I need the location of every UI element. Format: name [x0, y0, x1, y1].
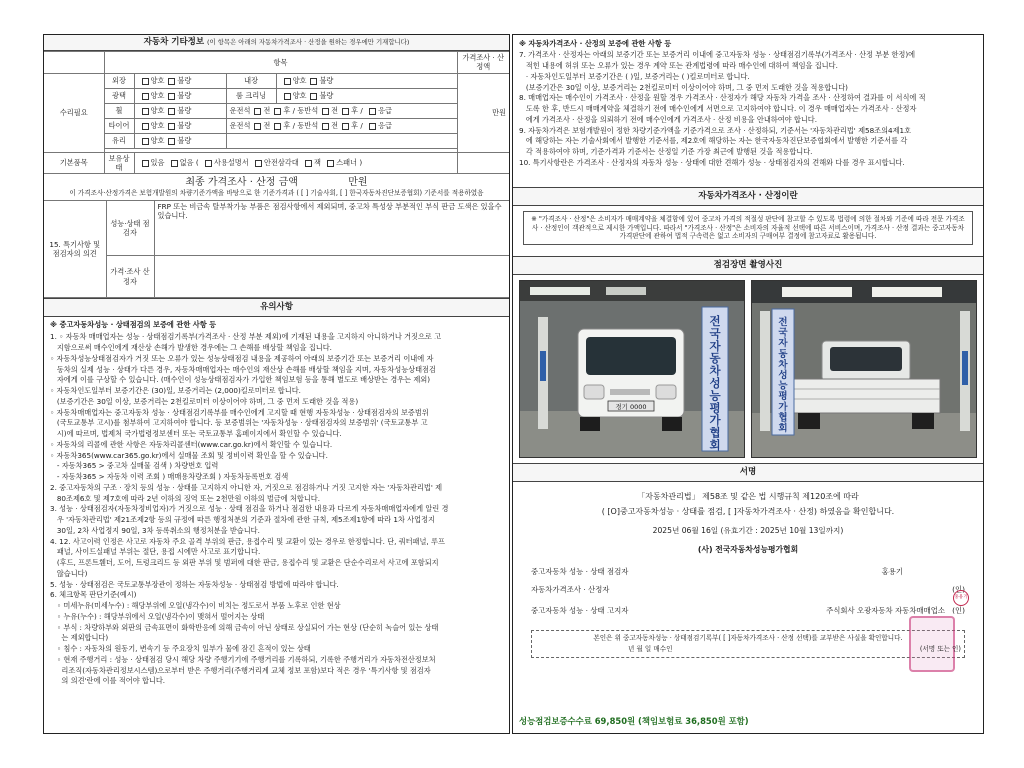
caution-body [44, 317, 509, 690]
etc-info-subtitle: (이 항목은 아래의 자동차가격조사 · 산정을 원하는 경우에만 기재합니다) [207, 38, 410, 46]
caution-line: 3. 성능 · 상태점검자(자동차정비업자)가 거짓으로 성능 · 상태 점검을 하거나 점검한 내용과 다르게 자동차매매업자에게 알린 경 [50, 504, 449, 514]
signature-notifier-row [513, 606, 983, 616]
warranty-line: 도록 한 후, 반드시 매매계약을 체결하기 전에 매수인에게 서면으로 고지하여야 합니다. 이 경우 매매업자는 가격조사 · 산정자 [519, 104, 917, 114]
signature-inspector-row [513, 567, 983, 577]
photo-header: 점검장면 촬영사진 [513, 256, 983, 275]
caution-line: ◦ 자동차성능상태점검자가 거짓 또는 오류가 있는 성능상태점검 내용을 제공하여 아래의 보증기간 또는 보증거리 이내에 자 [50, 353, 434, 363]
signature-association: (사) 전국자동차성능평가협회 [697, 544, 799, 554]
tire-checks: 양호 불량 [134, 118, 226, 133]
caution-line: - 자동차365 > 중고차 실매물 검색 ) 차량번호 입력 [50, 461, 219, 471]
final-price-note: 이 가격조사·산정가격은 보험개발원의 차량기준가액을 바탕으로 한 기준가격과 ( [ ] 기술사회, [ ] 한국자동차진단보증협회) 기준서를 적용하였음 [69, 189, 484, 198]
tire-good-checkbox[interactable] [142, 123, 149, 130]
caution-line: 시)에 따르며, 법제처 국가법령정보센터 또는 국토교통부 홈페이지에서 확인할 수 있습니다. [50, 429, 342, 439]
receipt-text: 본인은 위 중고자동차성능 · 상태점검기록부( [ ]자동차가격조사 · 산정 선택)를 교부받은 사실을 확인합니다. [593, 633, 903, 642]
room-checks: 양호 불량 [276, 88, 457, 103]
front-truck-illustration [520, 281, 745, 458]
warranty-line: 8. 매매업자는 매수인이 가격조사 · 산정을 원할 경우 가격조사 · 산정자가 해당 자동차 가격을 조사 · 산정하여 결과를 이 서식에 적 [519, 93, 926, 103]
tire-passenger-front-checkbox[interactable] [322, 123, 329, 130]
possess-label: 보유상태 [104, 152, 134, 174]
wheel-bad-checkbox[interactable] [168, 108, 175, 115]
etc-info-table [44, 51, 509, 174]
tire-driver-front-checkbox[interactable] [254, 123, 261, 130]
caution-line: 80조제6호 및 제7호에 따라 2년 이하의 징역 또는 2천만원 이하의 벌금에 처합니다. [50, 493, 321, 503]
caution-line: (후드, 프론트휀더, 도어, 트렁크리드 등 외판 부위 및 범퍼에 대한 판금, 용접수리 및 교환은 단순수리로서 사고에 포함되지 [50, 558, 439, 568]
outer-good-checkbox[interactable] [142, 78, 149, 85]
caution-line: ◦ 자동차의 리콜에 관한 사항은 자동차리콜센터(www.car.go.kr)에서 확인할 수 있습니다. [50, 439, 333, 449]
wheel-passenger-front-checkbox[interactable] [322, 108, 329, 115]
outer-label: 외장 [104, 73, 134, 88]
room-good-checkbox[interactable] [284, 93, 291, 100]
warranty-line: 7. 가격조사 · 산정자는 아래의 보증기간 또는 보증거리 이내에 중고자동차 성능 · 상태점검기록부(가격조사 · 산정 부분 한정)에 [519, 50, 916, 60]
notifier-sign-label: 중고자동차 성능 · 상태 고지자 [531, 606, 629, 616]
tire-bad-checkbox[interactable] [168, 123, 175, 130]
possess-triangle-checkbox[interactable] [255, 160, 262, 167]
special-notes-table [44, 200, 509, 298]
special-notes-label: 15. 특기사항 및 점검자의 의견 [44, 201, 106, 298]
basic-items-label: 기본품목 [44, 152, 104, 174]
right-column [512, 34, 984, 734]
caution-line: 1. ◦ 자동차 매매업자는 성능 · 상태점검기록부(가격조사 · 산정 부분 제외)에 기재된 내용을 고지하지 아니하거나 거짓으로 고 [50, 332, 442, 342]
caution-line: ◦ 자동차매매업자는 중고자동차 성능 · 상태점검기록부를 매수인에게 고지할 때 현행 자동차성능 · 상태점검자의 보증범위 [50, 407, 429, 417]
inspector-opinion: FRP 또는 비금속 탈부착가능 부품은 점검사항에서 제외되며, 중고차 특성상 부분적인 부식 판금 도색은 있을수 있습니다. [154, 201, 509, 256]
wheel-emergency-checkbox[interactable] [369, 108, 376, 115]
caution-line: 는 제외합니다) [50, 633, 109, 643]
inner-good-checkbox[interactable] [284, 78, 291, 85]
tire-driver-rear-checkbox[interactable] [274, 123, 281, 130]
notifier-sign-stamp: (인) [952, 606, 965, 616]
caution-line: 5. 성능 · 상태점검은 국토교통부장관이 정하는 자동차성능 · 상태점검 방법에 따라야 합니다. [50, 579, 339, 589]
wheel-position-checks: 운전석 전 후 / 동반석 전 후 / 응급 [226, 103, 457, 118]
warranty-line: 10. 특기사항란은 가격조사 · 산정자의 자동차 성능 · 상태에 대한 견해가 성능 · 상태점검자의 견해와 다를 경우 표시합니다. [519, 157, 905, 167]
pricer-sign-label: 자동차가격조사 · 산정자 [531, 584, 610, 594]
glass-label: 유리 [104, 133, 134, 148]
gloss-good-checkbox[interactable] [142, 93, 149, 100]
outer-checks: 양호 불량 [134, 73, 226, 88]
inspector-sign-name: 홍용기 [881, 566, 903, 576]
receipt-sign: (서명 또는 인) [919, 645, 961, 654]
tire-label: 타이어 [104, 118, 134, 133]
warranty-line: 에게 가격조사 · 산정을 의뢰하기 전에 매수인에게 가격조사 · 산정 비용을 안내하여야 합니다. [519, 114, 818, 124]
caution-line: ◦ 미세누유(미세누수) : 해당부위에 오일(냉각수)이 비치는 정도로서 부품 노후로 인한 현상 [50, 601, 341, 611]
warranty-line: (보증기간은 30일 이상, 보증거리는 2천킬로미터 이상이어야 하며, 그 중 먼저 도래한 것을 적용합니다) [519, 82, 848, 92]
signature-check: ( [O]중고자동차성능 · 상태를 점검, [ ]자동차가격조사 · 산정) 하였음을 확인합니다. [601, 506, 895, 516]
final-price-row [44, 174, 509, 189]
inspector-seal: 홍용기 [953, 590, 969, 606]
pricing-header: 자동차가격조사 · 산정이란 [513, 187, 983, 206]
caution-list [50, 332, 503, 685]
tire-emergency-checkbox[interactable] [369, 123, 376, 130]
caution-line: 6. 체크항목 판단기준(예시) [50, 590, 137, 600]
wheel-passenger-rear-checkbox[interactable] [342, 108, 349, 115]
inspection-photo-front [519, 280, 745, 458]
possess-manual-checkbox[interactable] [205, 160, 212, 167]
left-column [43, 34, 510, 734]
gloss-bad-checkbox[interactable] [168, 93, 175, 100]
inspection-photo-rear [751, 280, 977, 458]
gloss-checks: 양호 불량 [134, 88, 226, 103]
signature-law: 「자동차관리법」 제58조 및 같은 법 시행규칙 제120조에 따라 [637, 492, 859, 502]
caution-line: 4. 12. 사고이력 인정은 사고로 자동차 주요 골격 부위의 판금, 용접수리 및 교환이 있는 경우로 한정합니다. 단, 쿼터패널, 루프 [50, 536, 445, 546]
photo-banner-rear: 전 국 자 동 차 성 능 평 가 협 회 [778, 317, 788, 435]
repair-price-unit: 만원 [457, 73, 509, 152]
wheel-checks: 양호 불량 [134, 103, 226, 118]
caution-line: ◦ 부식 : 차량하부와 외판의 금속표면이 화학반응에 의해 금속이 아닌 상태로 상실되어 가는 현상 (단순히 녹슬어 있는 상태 [50, 622, 439, 632]
room-cleaning-label: 룸 크리닝 [226, 88, 276, 103]
caution-line: ◦ 현재 주행거리 : 성능 · 상태점검 당시 해당 차량 주행기기에 주행거리를 기록하되, 기록한 주행거리가 자동차전산정보처 [50, 654, 436, 664]
pricing-text: ※ "가격조사 · 산정"은 소비자가 매매계약을 체결함에 있어 중고차 가격의 적절성 판단에 참고할 수 있도록 법령에 의한 절차와 기준에 따라 전문 가격조사 · 산정인이 객관적으로 제시한 가액입니다. 따라서 "가격조사 · 산정"은 소비자의 자율적 선택에 따른 서비스이며, 가격조사 · 산정 결과는 중고자동차 가격판단에 관하여 법적 구속력은 없고 소비자의 구매여부 결정에 참고자료로 활용됩니다. [523, 211, 973, 245]
possess-checks: 있음 없음 ( 사용설명서 안전삼각대 잭 스패너 ) [134, 152, 457, 174]
warranty-list [519, 50, 977, 167]
glass-bad-checkbox[interactable] [168, 138, 175, 145]
inner-label: 내장 [226, 73, 276, 88]
fee-notice: 성능점검보증수수료 69,850원 (책임보험료 36,850원 포함) [519, 716, 749, 727]
inner-checks: 양호 불량 [276, 73, 457, 88]
possess-yes-checkbox[interactable] [142, 160, 149, 167]
inner-bad-checkbox[interactable] [310, 78, 317, 85]
caution-line: ◦ 누유(누수) : 해당부위에서 오일(냉각수)이 맺혀서 떨어지는 상태 [50, 611, 265, 621]
possess-jack-checkbox[interactable] [305, 160, 312, 167]
inspector-label: 성능·상태 점검자 [106, 201, 154, 256]
signature-pricer-row [513, 585, 983, 595]
caution-header: 유의사항 [44, 298, 509, 317]
receipt-date: 년 월 일 매수인 [628, 645, 673, 654]
caution-line: 30일, 2차 사업정지 90일, 3차 등록취소의 행정처분을 받습니다. [50, 525, 260, 535]
room-bad-checkbox[interactable] [310, 93, 317, 100]
pricer-opinion [154, 256, 509, 298]
inspector-sign-label: 중고자동차 성능 · 상태 점검자 [531, 566, 629, 576]
wheel-driver-rear-checkbox[interactable] [274, 108, 281, 115]
caution-line: 지함으로써 매수인에게 재산상 손해가 발생한 경우에는 그 손해를 배상할 책임을 집니다. [50, 343, 332, 353]
tire-position-checks: 운전석 전 후 / 동반석 전 후 / 응급 [226, 118, 457, 133]
caution-line: 2. 중고자동차의 구조 · 장치 등의 성능 · 상태를 고지하지 아니한 자, 거짓으로 점검하거나 거짓 고지한 자는 '자동차관리법' 제 [50, 482, 443, 492]
signature-date: 2025년 06월 16일 (유효기간 : 2025년 10월 13일까지) [652, 525, 844, 535]
photo-area [513, 275, 983, 463]
possess-spanner-checkbox[interactable] [327, 160, 334, 167]
final-price-unit: 만원 [348, 177, 368, 189]
signature-section [513, 492, 983, 688]
caution-line: 않습니다) [50, 568, 88, 578]
glass-checks: 양호 불량 [134, 133, 226, 148]
caution-line: (국토교통부 고시)를 첨부하여 고지하여야 합니다. 등 보증범위는 '자동차성능 · 상태점검자의 보증범위' (국토교통부 고 [50, 418, 428, 428]
wheel-good-checkbox[interactable] [142, 108, 149, 115]
caution-line: 리조직(자동차관리정보시스템)으로부터 받은 주행거리(주행거리계 교체 정보 포함)보다 적은 경우 '특기사항 및 점검자 [50, 665, 431, 675]
receipt-box [531, 630, 965, 658]
warranty-line: 9. 자동차가격은 보험개발원이 정한 차량기준가액을 기준가격으로 조사 · 산정하되, 기준서는 '자동차관리법' 제58조의4제1호 [519, 125, 912, 135]
repair-needed-label: 수리필요 [44, 73, 104, 152]
wheel-label: 휠 [104, 103, 134, 118]
caution-line: 동차의 실제 성능 · 상태가 다른 경우, 자동차매매업자는 매수인의 재산상 손해를 배상할 책임을 지며, 자동차성능상태점검 [50, 364, 436, 374]
pricing-body [513, 206, 983, 256]
etc-info-title: 자동차 기타정보 [143, 37, 205, 47]
caution-line: (보증기간은 30일 이상, 보증거리는 2천킬로미터 이상이어야 하며, 그 중 먼저 도래한 것을 적용) [50, 396, 359, 406]
warranty-line: · 자동차인도일부터 보증기간은 ( )일, 보증거리는 ( )킬로미터로 합니다. [519, 71, 750, 81]
etc-info-header [44, 35, 509, 51]
wheel-driver-front-checkbox[interactable] [254, 108, 261, 115]
photo-banner-front: 전 국 자 동 차 성 능 평 가 협 회 [709, 314, 721, 453]
signature-header: 서명 [513, 463, 983, 482]
caution-line: 자에게 이를 구상할 수 있습니다. (매수인이 성능상태점검자가 가입한 책임보험 등을 통해 별도로 배상받는 경우는 제외) [50, 375, 431, 385]
gloss-label: 광택 [104, 88, 134, 103]
warranty-section [513, 35, 983, 187]
col-price-header: 가격조사 · 산정액 [457, 52, 509, 74]
pricer-label: 가격·조사 산정자 [106, 256, 154, 298]
caution-line: ◦ 자동차365(www.car365.go.kr)에서 실매물 조회 및 정비이력 확인을 할 수 있습니다. [50, 450, 328, 460]
caution-line: ◦ 침수 : 자동차의 원동기, 변속기 등 주요장치 일부가 물에 잠긴 흔적이 있는 상태 [50, 644, 311, 654]
rear-truck-illustration [752, 281, 977, 458]
outer-bad-checkbox[interactable] [168, 78, 175, 85]
col-item-header: 항목 [104, 52, 457, 74]
caution-line: - 자동차365 > 자동차 이력 조회 ) 매매용차량조회 ) 자동차등록번호 검색 [50, 472, 289, 482]
caution-subtitle: ※ 중고자동차성능 · 상태점검의 보증에 관한 사항 등 [50, 320, 217, 330]
caution-line: 의 의견'란에 이를 적어야 합니다. [50, 676, 166, 686]
warranty-title: ※ 자동차가격조사 · 산정의 보증에 관한 사항 등 [519, 39, 672, 48]
pricer-sign-stamp: (인) [952, 584, 965, 594]
caution-line: ◦ 자동차인도일부터 보증기간은 (30)일, 보증거리는 (2,000)킬로미터로 합니다. [50, 386, 301, 396]
notifier-sign-name: 주식회사 오광자동차 자동차매매업소 [826, 606, 946, 616]
plate-text: 경기 0000 [615, 403, 647, 412]
possess-no-checkbox[interactable] [171, 160, 178, 167]
tire-passenger-rear-checkbox[interactable] [342, 123, 349, 130]
glass-good-checkbox[interactable] [142, 138, 149, 145]
warranty-line: 에 해당하는 자는 기술사회에서 발행한 기준서를, 제2호에 해당하는 자는 한국자동차진단보증협회에서 발행한 기준서를 각 [519, 136, 908, 146]
final-price-title: 최종 가격조사 · 산정 금액 [185, 177, 298, 189]
warranty-line: 적힌 내용에 허위 또는 오류가 있는 경우 계약 또는 관계법령에 따라 매수인에 대하여 책임을 집니다. [519, 61, 838, 71]
warranty-line: 각 적용하여야 하며, 기준가격과 기준서는 산정일 기준 가장 최근에 발행된 것을 적용합니다. [519, 147, 813, 157]
caution-line: 우 '자동차관리법' 제21조제2항 등의 규정에 따른 행정처분의 기준과 절차에 관한 규칙, 제5조제1항에 따라 1차 사업정지 [50, 515, 435, 525]
caution-line: 패널, 사이드실패널 부위는 절단, 용접 시에만 사고로 표기합니다. [50, 547, 261, 557]
